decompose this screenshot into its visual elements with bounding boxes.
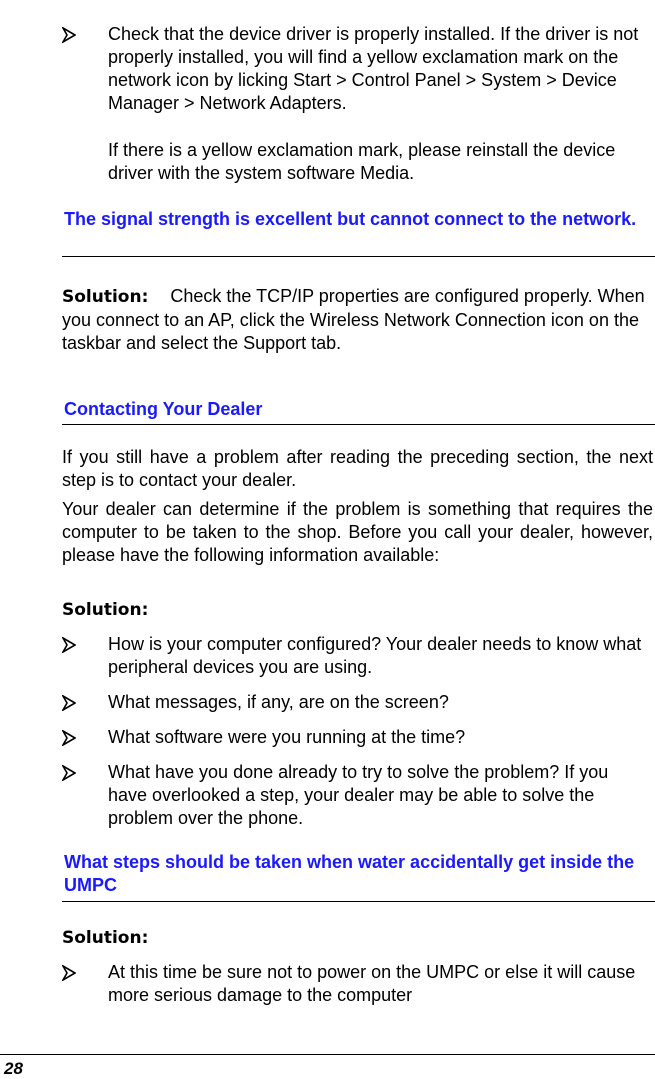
heading-divider xyxy=(62,901,655,902)
solution-paragraph xyxy=(62,285,653,355)
section-heading-dealer: Contacting Your Dealer xyxy=(64,399,263,419)
arrow-bullet-icon xyxy=(62,965,76,981)
list-item: How is your computer configured? Your dealer needs to know what peripheral devices you are using. xyxy=(108,634,642,677)
paragraph: Your dealer can determine if the problem is something that requires the computer to be taken to the shop. Before you call your dealer, however, please have the following information available: xyxy=(62,499,653,565)
footer-divider xyxy=(0,1054,655,1055)
paragraph: If you still have a problem after reading the preceding section, the next step is to contact your dealer. xyxy=(62,447,653,490)
list-item: What messages, if any, are on the screen? xyxy=(108,692,449,712)
list-item: What have you done already to try to solve the problem? If you have overlooked a step, your dealer may be able to solve the problem over the phone. xyxy=(108,762,609,828)
section-heading-signal: The signal strength is excellent but cannot connect to the network. xyxy=(64,209,637,229)
heading-divider xyxy=(62,256,655,257)
arrow-bullet-icon xyxy=(62,695,76,711)
list-item-continuation: If there is a yellow exclamation mark, please reinstall the device driver with the system software Media. xyxy=(108,140,616,183)
section-heading-water: What steps should be taken when water accidentally get inside the UMPC xyxy=(64,852,635,895)
heading-divider xyxy=(62,424,655,425)
arrow-bullet-icon xyxy=(62,730,76,746)
arrow-bullet-icon xyxy=(62,765,76,781)
arrow-bullet-icon xyxy=(62,27,76,43)
list-item: At this time be sure not to power on the UMPC or else it will cause more serious damage to the computer xyxy=(108,962,636,1005)
list-item: What software were you running at the time? xyxy=(108,727,466,747)
list-item: Check that the device driver is properly installed. If the driver is not properly installed, you will find a yellow exclamation mark on the network icon by licking Start > Control Panel > System > Device Manager > Network Adapters. xyxy=(108,24,639,113)
solution-label: Solution: xyxy=(62,287,149,307)
solution-label: Solution: xyxy=(62,600,149,620)
arrow-bullet-icon xyxy=(62,637,76,653)
solution-label: Solution: xyxy=(62,928,149,948)
page-number: 28 xyxy=(4,1059,23,1078)
solution-text: Check the TCP/IP properties are configured properly. When you connect to an AP, click the Wireless Network Connection icon on the taskbar and select the Support tab. xyxy=(62,286,645,353)
